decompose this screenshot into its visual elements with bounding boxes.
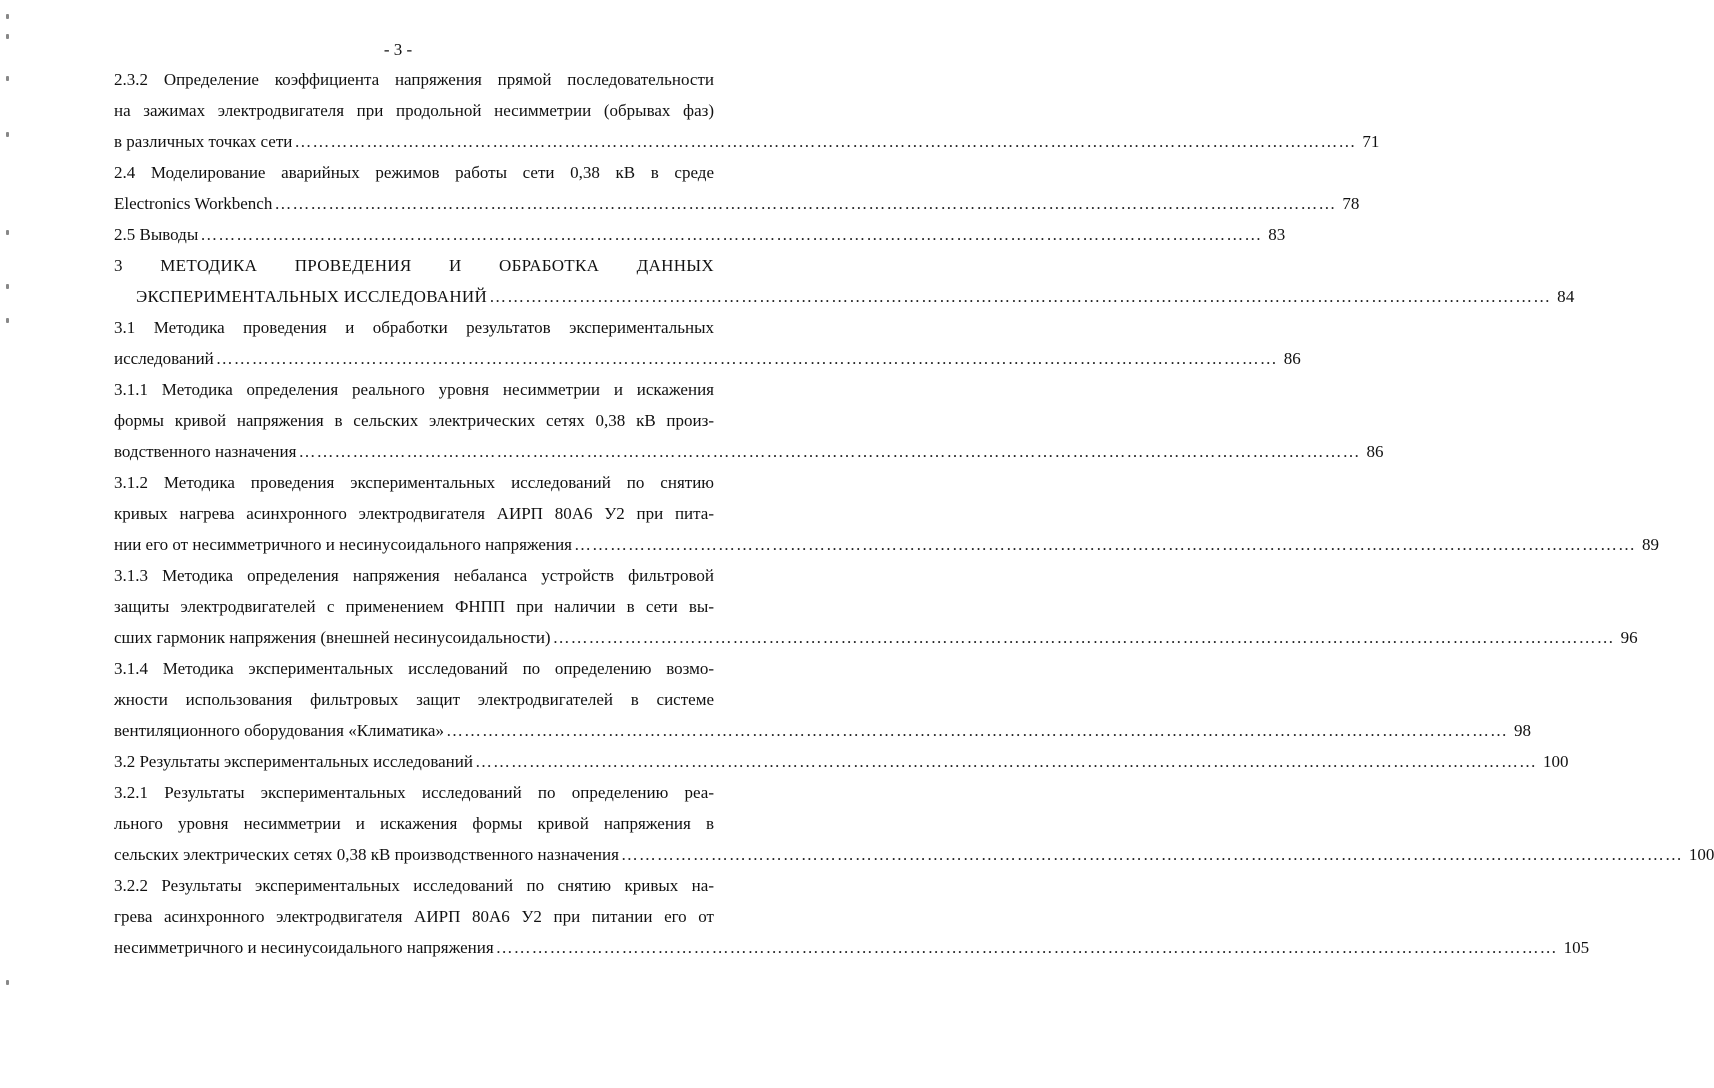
toc-entry-text: 2.5 Выводы (114, 225, 199, 244)
toc-entry-text: несимметричного и несинусоидального напряжения (114, 938, 494, 957)
toc-page-number: 96 (1620, 628, 1638, 647)
scan-speck (6, 14, 9, 19)
toc-entry-text: 3 МЕТОДИКА ПРОВЕДЕНИЯ И ОБРАБОТКА ДАННЫХ (114, 256, 714, 275)
dot-leader: …………………………………………………………………………………………………………………………………………………………… (574, 535, 1636, 554)
dot-leader: …………………………………………………………………………………………………………………………………………………………… (552, 628, 1615, 647)
toc-entry (114, 64, 1380, 157)
page-number: - 3 - (383, 40, 413, 59)
toc-entry-text: Electronics Workbench (114, 194, 273, 213)
dot-leader: …………………………………………………………………………………………………………………………………………………………… (445, 721, 1508, 740)
scan-speck (6, 318, 9, 323)
dot-leader: …………………………………………………………………………………………………………………………………………………………… (495, 938, 1558, 957)
toc-entry-text: исследований (114, 349, 214, 368)
dot-leader: …………………………………………………………………………………………………………………………………………………………… (274, 194, 1337, 213)
toc-page-number: 78 (1342, 194, 1360, 213)
toc-entry (114, 312, 1301, 374)
toc-entry-text: 3.2 Результаты экспериментальных исследований (114, 752, 473, 771)
toc-page-number: 100 (1542, 752, 1569, 771)
scan-margin-marks (6, 0, 16, 1088)
toc-entry-text: 3.1.4 Методика экспериментальных исследований по определению возмо- (114, 659, 714, 678)
toc-entry (114, 250, 1575, 312)
toc-entry (114, 157, 1360, 219)
dot-leader: …………………………………………………………………………………………………………………………………………………………… (294, 132, 1357, 151)
toc-entry-text: кривых нагрева асинхронного электродвигателя АИРП 80А6 У2 при пита- (114, 504, 714, 523)
dot-leader: …………………………………………………………………………………………………………………………………………………………… (474, 752, 1537, 771)
toc-page-number: 86 (1366, 442, 1384, 461)
dot-leader: …………………………………………………………………………………………………………………………………………………………… (215, 349, 1278, 368)
toc-entry-text: вентиляционного оборудования «Климатика» (114, 721, 444, 740)
toc-entry (114, 467, 1659, 560)
dot-leader: …………………………………………………………………………………………………………………………………………………………… (620, 845, 1683, 864)
toc-page-number: 71 (1362, 132, 1380, 151)
toc-entry-text: формы кривой напряжения в сельских электрических сетях 0,38 кВ произ- (114, 411, 714, 430)
toc-page-number: 86 (1283, 349, 1301, 368)
toc-entry-text: 2.4 Моделирование аварийных режимов работы сети 0,38 кВ в среде (114, 163, 714, 182)
toc-page-number: 89 (1642, 535, 1659, 554)
scan-speck (6, 230, 9, 235)
dot-leader: …………………………………………………………………………………………………………………………………………………………… (489, 287, 1552, 306)
toc-entry-text: нии его от несимметричного и несинусоидального напряжения (114, 535, 572, 554)
toc-entry-text: 3.1.3 Методика определения напряжения небаланса устройств фильтровой (114, 566, 714, 585)
scan-speck (6, 34, 9, 39)
toc-entry-text: жности использования фильтровых защит электродвигателей в системе (114, 690, 714, 709)
toc-entry (114, 653, 1531, 746)
toc-entry-text: 3.1.2 Методика проведения экспериментальных исследований по снятию (114, 473, 714, 492)
scan-speck (6, 76, 9, 81)
toc-entry-text: 2.3.2 Определение коэффициента напряжения прямой последовательности (114, 70, 714, 89)
scan-speck (6, 980, 9, 985)
scan-speck (6, 284, 9, 289)
toc-page-number: 100 (1688, 845, 1714, 864)
toc-entry-text: на зажимах электродвигателя при продольной несимметрии (обрывах фаз) (114, 101, 714, 120)
toc-entry-text: 3.1.1 Методика определения реального уровня несимметрии и искажения (114, 380, 714, 399)
toc-entry (114, 777, 1714, 870)
toc-entry-text: водственного назначения (114, 442, 297, 461)
toc-entry (114, 746, 1569, 777)
toc-entry-text: ЭКСПЕРИМЕНТАЛЬНЫХ ИССЛЕДОВАНИЙ (136, 287, 488, 306)
toc-entry-text: 3.1 Методика проведения и обработки результатов экспериментальных (114, 318, 714, 337)
toc-page-number: 83 (1268, 225, 1286, 244)
toc-entry-text: защиты электродвигателей с применением ФНПП при наличии в сети вы- (114, 597, 714, 616)
scan-speck (6, 132, 9, 137)
toc-entry-text: 3.2.1 Результаты экспериментальных исследований по определению реа- (114, 783, 714, 802)
toc-page-number: 105 (1563, 938, 1590, 957)
dot-leader: …………………………………………………………………………………………………………………………………………………………… (200, 225, 1263, 244)
dot-leader: …………………………………………………………………………………………………………………………………………………………… (298, 442, 1361, 461)
toc-entry-text: сших гармоник напряжения (внешней несинусоидальности) (114, 628, 551, 647)
table-of-contents (114, 64, 1714, 963)
toc-entry-text: льного уровня несимметрии и искажения формы кривой напряжения в (114, 814, 714, 833)
toc-entry-text: в различных точках сети (114, 132, 293, 151)
toc-page-number: 84 (1557, 287, 1575, 306)
toc-entry-text: 3.2.2 Результаты экспериментальных исследований по снятию кривых на- (114, 876, 714, 895)
toc-entry (114, 219, 1286, 250)
toc-entry (114, 374, 1384, 467)
toc-entry (114, 560, 1638, 653)
toc-entry-text: грева асинхронного электродвигателя АИРП 80А6 У2 при питании его от (114, 907, 714, 926)
toc-entry (114, 870, 1590, 963)
toc-page-number: 98 (1513, 721, 1531, 740)
toc-entry-text: сельских электрических сетях 0,38 кВ производственного назначения (114, 845, 619, 864)
